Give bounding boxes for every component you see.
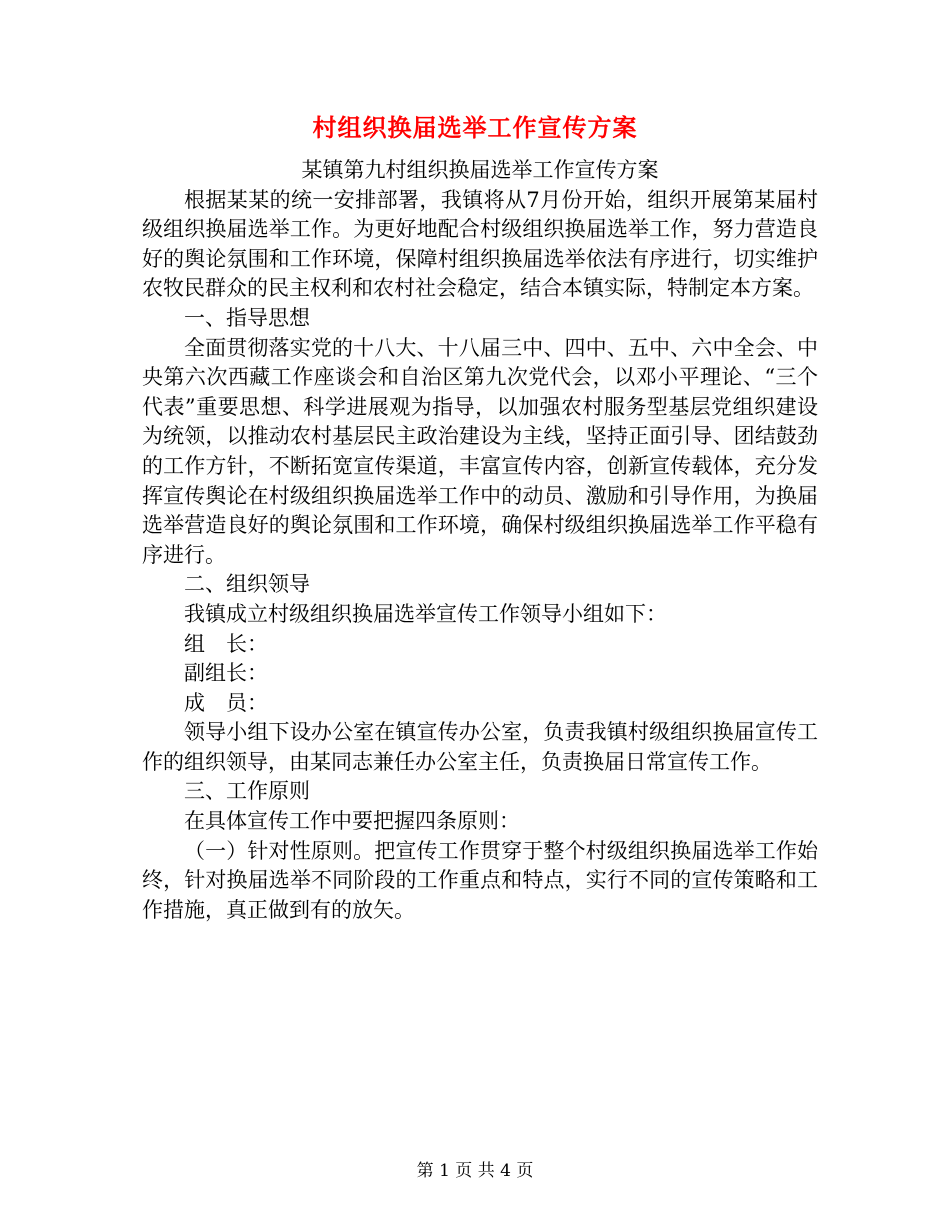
paragraph-office: 领导小组下设办公室在镇宣传办公室，负责我镇村级组织换届宣传工作的组织领导，由某同志兼任办公室主任，负责换届日常宣传工作。	[142, 720, 818, 774]
line-group-leader: 组 长：	[184, 631, 268, 656]
line-deputy-leader: 副组长：	[184, 661, 268, 686]
document-title: 村组织换届选举工作宣传方案	[312, 113, 638, 142]
section-heading-organization: 二、组织领导	[184, 572, 310, 597]
section-heading-guiding-thought: 一、指导思想	[184, 305, 310, 330]
section-heading-principles: 三、工作原则	[184, 779, 310, 804]
paragraph-intro: 根据某某的统一安排部署，我镇将从7月份开始，组织开展第某届村级组织换届选举工作。为更好地配合村级组织换届选举工作，努力营造良好的舆论氛围和工作环境，保障村组织换届选举依法有序进行，切实维护农牧民群众的民主权利和农村社会稳定，结合本镇实际，特制定本方案。	[142, 187, 818, 301]
paragraph-four-principles: 在具体宣传工作中要把握四条原则：	[184, 809, 520, 834]
line-members: 成 员：	[184, 690, 268, 715]
page-footer: 第 1 页 共 4 页	[416, 1161, 534, 1181]
document-subtitle: 某镇第九村组织换届选举工作宣传方案	[301, 158, 659, 182]
paragraph-guiding-thought: 全面贯彻落实党的十八大、十八届三中、四中、五中、六中全会、中央第六次西藏工作座谈会和自治区第九次党代会，以邓小平理论、“三个代表”重要思想、科学进展观为指导，以加强农村服务型基层党组织建设为统领，以推动农村基层民主政治建设为主线，坚持正面引导、团结鼓劲的工作方针，不断拓宽宣传渠道，丰富宣传内容，创新宣传载体，充分发挥宣传舆论在村级组织换届选举工作中的动员、激励和引导作用，为换届选举营造良好的舆论氛围和工作环境，确保村级组织换届选举工作平稳有序进行。	[142, 335, 818, 567]
document-body	[142, 156, 818, 925]
paragraph-principle-one: （一）针对性原则。把宣传工作贯穿于整个村级组织换届选举工作始终，针对换届选举不同阶段的工作重点和特点，实行不同的宣传策略和工作措施，真正做到有的放矢。	[142, 838, 818, 922]
paragraph-leadership-group: 我镇成立村级组织换届选举宣传工作领导小组如下：	[184, 601, 667, 626]
